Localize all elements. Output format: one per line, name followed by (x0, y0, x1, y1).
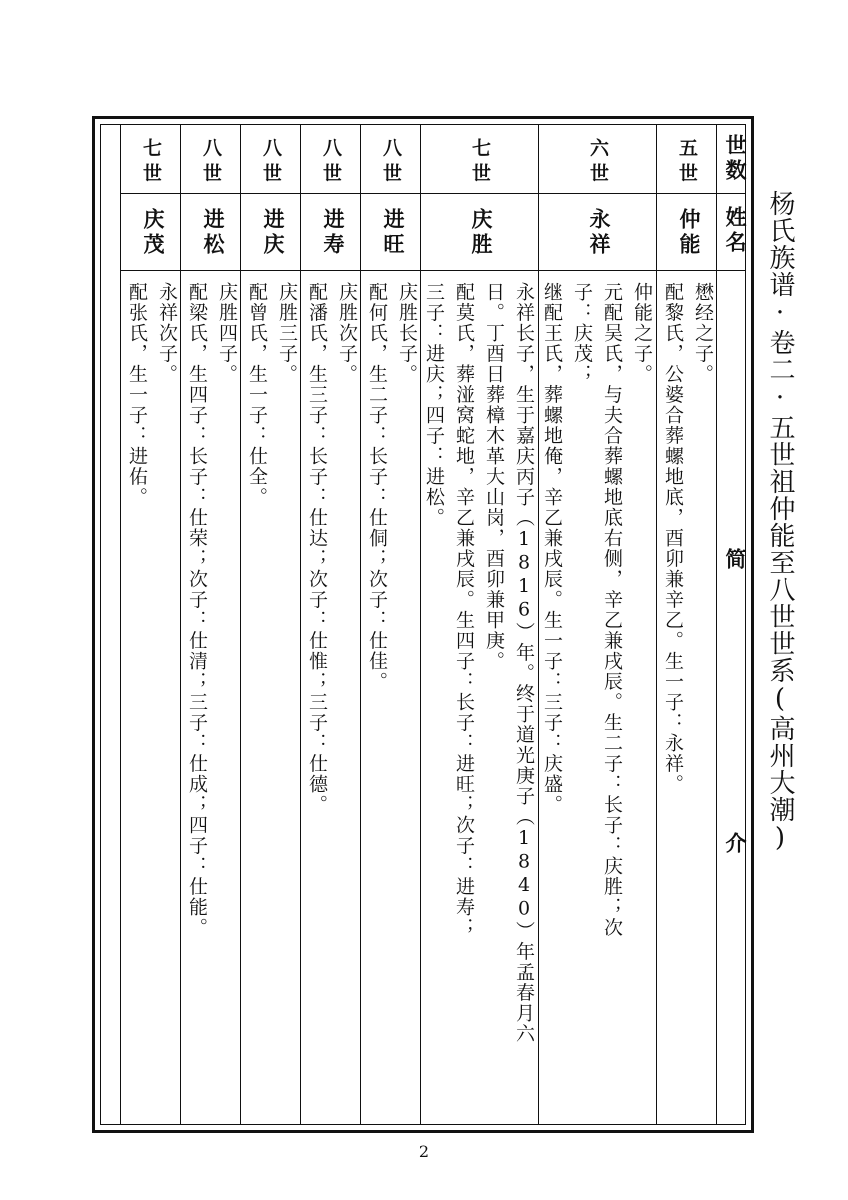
bio-line: 庆胜三子。 (276, 282, 298, 385)
bio-line: 庆胜次子。 (336, 282, 358, 385)
page-title: 杨氏族谱·卷二·五世祖仲能至八世世系(高州大潮) (765, 190, 795, 854)
bio-cell (658, 282, 718, 1122)
name-row-divider (120, 270, 746, 271)
generation-cell: 八世 (200, 138, 222, 188)
bio-line: 元配吴氏，与夫合葬螺地底右侧，辛乙兼戌辰。生二子：长子：庆胜；次 (601, 282, 623, 938)
bio-line: 仲能之子。 (631, 282, 653, 385)
bio-cell (182, 282, 242, 1122)
name-cell: 进旺 (381, 208, 406, 258)
bio-cell (122, 282, 182, 1122)
generation-cell: 八世 (260, 138, 282, 188)
column-divider (120, 124, 121, 1125)
bio-line: 庆胜四子。 (216, 282, 238, 385)
name-cell: 庆茂 (141, 208, 166, 258)
header-intro-label-2: 介 (723, 832, 748, 857)
name-cell: 仲能 (677, 208, 702, 258)
header-intro-label-1: 简 (723, 548, 748, 573)
bio-line: 三子：进庆；四子：进松。 (423, 282, 445, 528)
bio-cell (242, 282, 302, 1122)
bio-line: 永祥长子，生于嘉庆丙子（1816）年。终于道光庚子（1840）年孟春月六 (513, 282, 535, 1044)
bio-line: 懋经之子。 (692, 282, 714, 385)
bio-line: 配何氏，生二子：长子：仕侗；次子：仕佳。 (366, 282, 388, 692)
bio-line: 配张氏，生一子：进佑。 (126, 282, 148, 508)
bio-line: 庆胜长子。 (396, 282, 418, 385)
bio-line: 永祥次子。 (156, 282, 178, 385)
bio-line: 子：庆茂； (571, 282, 593, 385)
bio-cell (537, 282, 657, 1122)
generation-cell: 五世 (676, 138, 698, 188)
header-generation-label: 世数 (723, 134, 748, 184)
name-cell: 进庆 (261, 208, 286, 258)
bio-line: 配曾氏，生一子：仕全。 (246, 282, 268, 508)
bio-cell (362, 282, 422, 1122)
bio-line: 继配王氏，葬螺地俺，辛乙兼戌辰。生一子：三子：庆盛。 (541, 282, 563, 815)
bio-line: 配莫氏，葬湴窝蛇地，辛乙兼戌辰。生四子：长子：进旺；次子：进寿； (453, 282, 475, 938)
generation-cell: 八世 (380, 138, 402, 188)
page-number: 2 (418, 1142, 430, 1161)
generation-cell: 六世 (587, 138, 609, 188)
header-name-label: 姓名 (723, 206, 748, 256)
name-cell: 进松 (201, 208, 226, 258)
generation-cell: 七世 (469, 138, 491, 188)
generation-cell: 八世 (320, 138, 342, 188)
generation-cell: 七世 (140, 138, 162, 188)
name-cell: 庆胜 (469, 208, 494, 258)
name-cell: 进寿 (321, 208, 346, 258)
bio-cell (302, 282, 362, 1122)
bio-line: 配黎氏，公婆合葬螺地底，酉卯兼辛乙。生一子：永祥。 (662, 282, 684, 795)
bio-line: 配梁氏，生四子：长子：仕荣；次子：仕清；三子：仕成；四子：仕能。 (186, 282, 208, 938)
bio-cell (419, 282, 539, 1122)
name-cell: 永祥 (587, 208, 612, 258)
bio-line: 日。丁酉日葬樟木革大山岗，酉卯兼甲庚。 (483, 282, 505, 672)
bio-line: 配潘氏，生三子：长子：仕达；次子：仕惟；三子：仕德。 (306, 282, 328, 815)
generation-row-divider (120, 193, 746, 194)
